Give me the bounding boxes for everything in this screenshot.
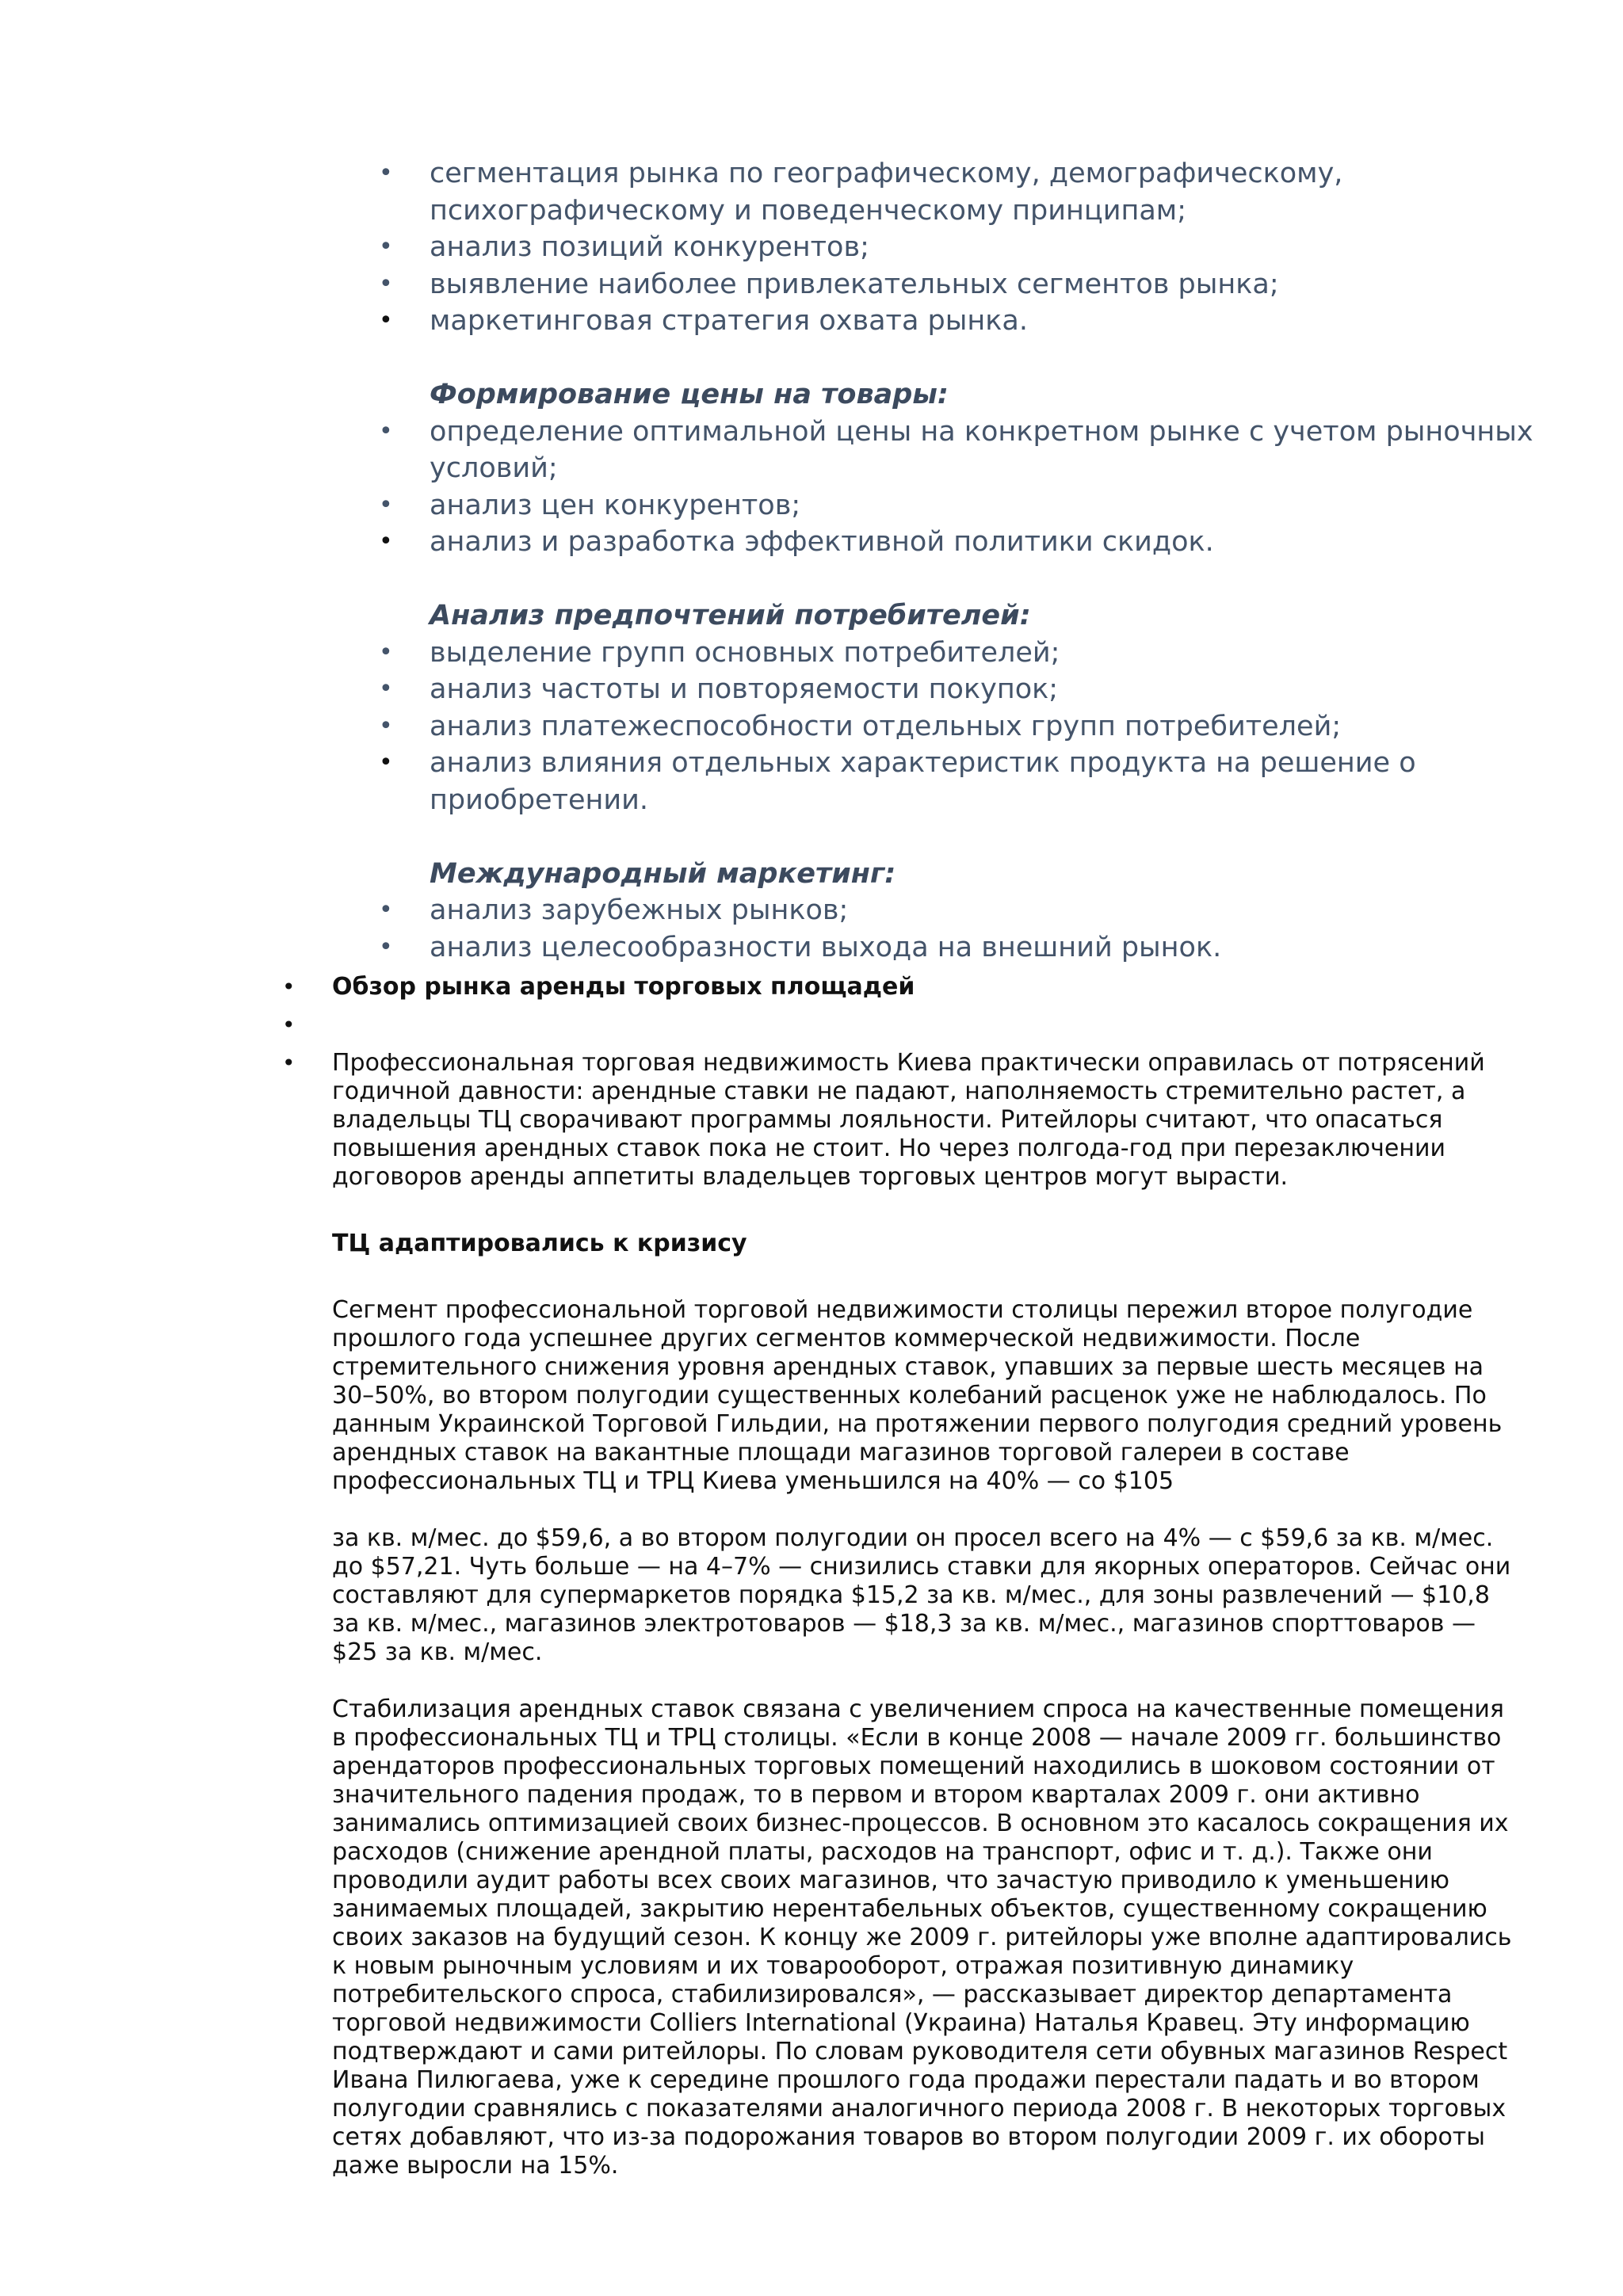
list-item: • анализ зарубежных рынков; (0, 892, 1555, 929)
list-item: • анализ платежеспособности отдельных групп потребителей; (0, 708, 1555, 746)
subheading: ТЦ адаптировались к кризису (332, 1230, 747, 1257)
list-item (0, 973, 1513, 1001)
body-paragraph: Стабилизация арендных ставок связана с увеличением спроса на качественные помещения в профессиональных ТЦ и ТРЦ столицы. «Если в конце 2008 — начале 2009 гг. большинство арендаторов профессиональных торговых помещений находились в шоковом состоянии от значительного падения продаж, то в первом и втором кварталах 2009 г. они активно занимались оптимизацией своих бизнес-процессов. В основном это касалось сокращения их расходов (снижение арендной платы, расходов на транспорт, офис и т. д.). Также они проводили аудит работы всех своих магазинов, что зачастую приводило к уменьшению занимаемых площадей, закрытию нерентабельных объектов, существенному сокращению своих заказов на будущий сезон. К концу же 2009 г. ритейлоры уже вполне адаптировались к новым рыночным условиям и их товарооборот, отражая позитивную динамику потребительского спроса, стабилизировался», — рассказывает директор департамента торговой недвижимости Colliers International (Украина) Наталья Кравец. Эту информацию подтверждают и сами ритейлоры. По словам руководителя сети обувных магазинов Respect Ивана Пилюгаева, уже к середине прошлого года продажи перестали падать и во втором полугодии сравнялись с показателями аналогичного периода 2008 г. В некоторых торговых сетях добавляют, что из-за подорожания товаров во втором полугодии 2009 г. их обороты даже выросли на 15%. (332, 1695, 1512, 2180)
bullet-icon: • (379, 269, 393, 298)
bullet-icon: • (379, 528, 393, 555)
pricing-list (0, 414, 1623, 561)
bullet-icon: • (379, 233, 393, 261)
bullet-icon: • (379, 749, 393, 776)
bullet-icon: • (282, 974, 296, 1000)
section-heading: Анализ предпочтений потребителей: (430, 600, 1031, 631)
list-item: • анализ позиций конкурентов; (0, 229, 1555, 266)
bullet-icon: • (379, 490, 393, 519)
body-paragraph: за кв. м/мес. до $59,6, а во втором полугодии он просел всего на 4% — с $59,6 за кв. м/мес. до $57,21. Чуть больше — на 4–7% — снизились ставки для якорных операторов. Сейчас они составляют для супермаркетов порядка $15,2 за кв. м/мес., для зоны развлечений — $10,8 за кв. м/мес., магазинов электротоваров — $18,3 за кв. м/мес., магазинов спорттоваров — $25 за кв. м/мес. (332, 1524, 1511, 1666)
list-item: • сегментация рынка по географическому, демографическому, психографическому и поведенческому принципам; (0, 155, 1555, 229)
list-item: • анализ целесообразности выхода на внешний рынок. (0, 929, 1555, 967)
bullet-icon: • (379, 307, 393, 334)
bullet-icon: • (379, 675, 393, 703)
list-item: • выявление наиболее привлекательных сегментов рынка; (0, 266, 1555, 303)
bullet-icon: • (282, 1012, 296, 1038)
bullet-icon: • (379, 417, 393, 445)
list-item: • определение оптимальной цены на конкретном рынке с учетом рыночных условий; (0, 414, 1555, 487)
section-heading: Международный маркетинг: (430, 857, 896, 890)
international-marketing-list (0, 892, 1623, 966)
bullet-icon: • (379, 896, 393, 924)
bullet-icon: • (379, 933, 393, 961)
list-item (0, 1011, 1513, 1039)
list-item: • анализ частоты и повторяемости покупок; (0, 671, 1555, 708)
lower-section (0, 973, 1623, 2180)
list-item: • выделение групп основных потребителей; (0, 635, 1555, 672)
bullet-icon: • (379, 711, 393, 740)
upper-section (0, 155, 1623, 966)
bullet-icon: • (282, 1050, 296, 1076)
section-heading: Формирование цены на товары: (430, 379, 949, 410)
intro-paragraph: Профессиональная торговая недвижимость Киева практически оправилась от потрясений годичной давности: арендные ставки не падают, наполняемость стремительно растет, а владельцы ТЦ сворачивают программы лояльности. Ритейлоры считают, что опасаться повышения арендных ставок пока не стоит. Но через полгода-год при перезаключении договоров аренды аппетиты владельцев торговых центров могут вырасти. (332, 1049, 1485, 1191)
list-item: • анализ влияния отдельных характеристик продукта на решение о приобретении. (0, 745, 1555, 818)
list-item: • анализ и разработка эффективной политики скидок. (0, 524, 1555, 561)
section-title: Обзор рынка аренды торговых площадей (332, 973, 915, 1001)
bullet-icon: • (379, 638, 393, 666)
segmentation-list (0, 155, 1623, 340)
body-paragraph: Сегмент профессиональной торговой недвижимости столицы пережил второе полугодие прошлого года успешнее других сегментов коммерческой недвижимости. После стремительного снижения уровня арендных ставок, упавших за первые шесть месяцев на 30–50%, во втором полугодии существенных колебаний расценок уже не наблюдалось. По данным Украинской Торговой Гильдии, на протяжении первого полугодия средний уровень арендных ставок на вакантные площади магазинов торговой галереи в составе профессиональных ТЦ и ТРЦ Киева уменьшился на 40% — со $105 (332, 1296, 1503, 1495)
list-item: • маркетинговая стратегия охвата рынка. (0, 303, 1555, 340)
list-item (0, 1049, 1513, 2180)
bullet-icon: • (379, 159, 393, 187)
consumer-preferences-list (0, 635, 1623, 819)
list-item: • анализ цен конкурентов; (0, 487, 1555, 524)
